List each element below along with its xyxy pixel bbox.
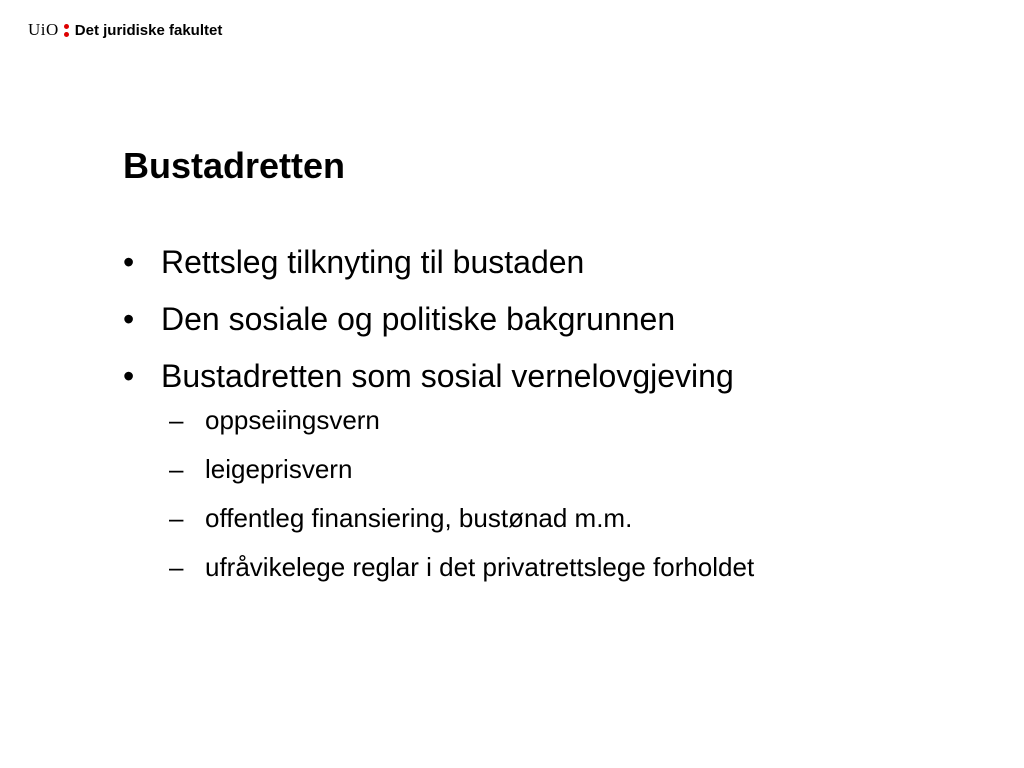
slide-title: Bustadretten [123, 145, 346, 186]
faculty-name: Det juridiske fakultet [74, 21, 223, 39]
subbullet-text: leigeprisvern [205, 454, 353, 484]
bullet-item [123, 295, 983, 352]
faculty-header [28, 18, 222, 42]
subbullet-marker: – [169, 454, 184, 484]
subbullet-text: offentleg finansiering, bustønad m.m. [205, 503, 633, 533]
subbullet-text: oppseiingsvern [205, 405, 380, 435]
bullet-text: Bustadretten som sosial vernelovgjeving [161, 358, 734, 394]
subbullet-marker: – [169, 405, 184, 435]
slide-content [123, 238, 983, 597]
subbullet-item [169, 450, 983, 499]
logo-dot-top [64, 24, 69, 29]
subbullet-marker: – [169, 503, 184, 533]
bullet-marker: • [123, 244, 135, 280]
bullet-marker: • [123, 358, 135, 394]
subbullet-item [169, 548, 983, 597]
bullet-item [123, 238, 983, 295]
uio-logo-text: UiO [28, 20, 59, 39]
uio-logo-dots-icon [64, 24, 69, 37]
logo-dot-bottom [64, 32, 69, 37]
subbullet-item [169, 401, 983, 450]
bullet-text: Den sosiale og politiske bakgrunnen [161, 301, 676, 337]
subbullet-marker: – [169, 552, 184, 582]
subbullet-item [169, 499, 983, 548]
bullet-text: Rettsleg tilknyting til bustaden [161, 244, 585, 280]
subbullet-text: ufråvikelege reglar i det privatrettslege forholdet [205, 552, 755, 582]
bullet-marker: • [123, 301, 135, 337]
